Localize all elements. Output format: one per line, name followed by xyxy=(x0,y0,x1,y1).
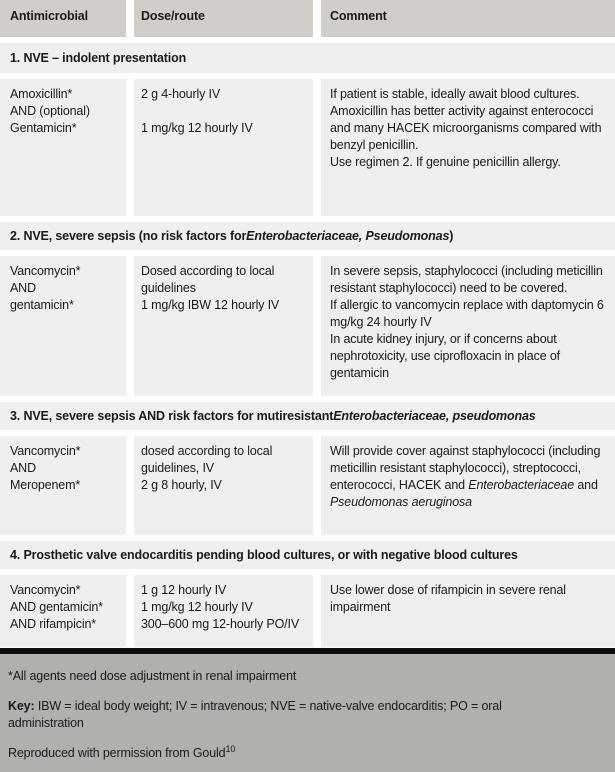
dose-line: 300–600 mg 12-hourly PO/IV xyxy=(141,617,300,631)
section-title-italic: Enterobacteriaceae, pseudomonas xyxy=(333,408,536,423)
dose-cell xyxy=(134,436,313,535)
attribution xyxy=(8,745,568,762)
comment-paragraph xyxy=(330,263,605,297)
table-row-4 xyxy=(0,575,615,647)
comment-italic: Pseudomonas aeruginosa xyxy=(330,495,472,509)
drug-line: Vancomycin* xyxy=(10,583,81,597)
comment-paragraph xyxy=(330,582,605,616)
antimicrobial-cell xyxy=(0,575,126,647)
comment-paragraph xyxy=(330,86,605,103)
dose-line: 2 g 8 hourly, IV xyxy=(141,478,222,492)
table-header-row xyxy=(0,0,615,37)
comment-cell xyxy=(321,575,615,647)
drug-line: gentamicin* xyxy=(10,298,74,312)
column-header-comment: Comment xyxy=(321,0,615,37)
footnote-renal: *All agents need dose adjustment in renal impairment xyxy=(8,669,297,683)
dose-cell xyxy=(134,79,313,216)
attribution-text: Reproduced with permission from Gould xyxy=(8,746,226,760)
section-title-italic: Enterobacteriaceae, Pseudomonas xyxy=(246,228,450,243)
drug-line: AND rifampicin* xyxy=(10,617,96,631)
section-title-text: 2. NVE, severe sepsis (no risk factors for xyxy=(10,228,247,243)
drug-line: Meropenem* xyxy=(10,478,81,492)
section-title-text: 3. NVE, severe sepsis AND risk factors for mutiresistant xyxy=(10,408,334,423)
comment-cell xyxy=(321,256,615,396)
dose-line: Dosed according to local guidelines xyxy=(141,264,275,295)
drug-line: AND (optional) xyxy=(10,104,90,118)
comment-paragraph xyxy=(330,154,605,171)
comment-cell xyxy=(321,79,615,216)
section-title-text: ) xyxy=(449,228,454,243)
attribution-reference-superscript: 10 xyxy=(225,743,236,754)
table-footnotes xyxy=(0,654,615,772)
dose-cell xyxy=(134,256,313,396)
section-title-text: 4. Prosthetic valve endocarditis pending blood cultures, or with negative blood cultures xyxy=(10,547,518,562)
column-header-antimicrobial: Antimicrobial xyxy=(0,0,126,37)
comment-text: In severe sepsis, staphylococci (including meticillin resistant staphylococci) need to be covered. xyxy=(330,264,603,295)
key-text: IBW = ideal body weight; IV = intravenous; NVE = native-valve endocarditis; PO = oral administration xyxy=(8,699,502,730)
dose-line: dosed according to local guidelines, IV xyxy=(141,444,273,475)
drug-line: AND xyxy=(10,461,36,475)
table-row-2 xyxy=(0,256,615,396)
antimicrobial-cell xyxy=(0,256,126,396)
antimicrobial-cell xyxy=(0,436,126,535)
section-title-text: 1. NVE – indolent presentation xyxy=(10,50,187,65)
table-row-3 xyxy=(0,436,615,535)
drug-line: Amoxicillin* xyxy=(10,87,73,101)
comment-paragraph xyxy=(330,297,605,331)
dose-line: 1 mg/kg 12 hourly IV xyxy=(141,600,253,614)
dose-line: 1 mg/kg 12 hourly IV xyxy=(141,121,253,135)
drug-line: Vancomycin* xyxy=(10,444,81,458)
dose-line: 2 g 4-hourly IV xyxy=(141,87,221,101)
drug-line: Gentamicin* xyxy=(10,121,77,135)
comment-text: Amoxicillin has better activity against enterococci and many HACEK microorganisms compared with benzyl penicillin. xyxy=(330,104,602,152)
key-label: Key: xyxy=(8,699,35,713)
table-row-1 xyxy=(0,79,615,216)
dose-line: 1 mg/kg IBW 12 hourly IV xyxy=(141,298,280,312)
comment-text: Will provide cover against staphylococci (including meticillin resistant staphylococci), streptococci, enterococci, HACEK and xyxy=(330,444,601,492)
drug-line: AND gentamicin* xyxy=(10,600,103,614)
comment-paragraph xyxy=(330,331,605,382)
column-header-dose-route: Dose/route xyxy=(134,0,313,37)
comment-text: and xyxy=(574,478,598,492)
drug-line: AND xyxy=(10,281,36,295)
section-header-3 xyxy=(0,402,615,430)
comment-text: In acute kidney injury, or if concerns about nephrotoxicity, use ciprofloxacin in place of gentamicin xyxy=(330,332,560,380)
comment-italic: Enterobacteriaceae xyxy=(468,478,575,492)
drug-line: Vancomycin* xyxy=(10,264,81,278)
comment-text: Use regimen 2. If genuine penicillin allergy. xyxy=(330,155,561,169)
section-header-1 xyxy=(0,43,615,73)
comment-text: If patient is stable, ideally await blood cultures. xyxy=(330,87,580,101)
comment-paragraph xyxy=(330,103,605,154)
comment-text: Use lower dose of rifampicin in severe renal impairment xyxy=(330,583,566,614)
section-header-2 xyxy=(0,222,615,250)
dose-line xyxy=(141,103,301,120)
section-header-4 xyxy=(0,541,615,569)
footnote-key xyxy=(8,698,568,732)
comment-cell xyxy=(321,436,615,535)
comment-text: If allergic to vancomycin replace with daptomycin 6 mg/kg 24 hourly IV xyxy=(330,298,604,329)
dose-line: 1 g 12 hourly IV xyxy=(141,583,227,597)
comment-paragraph xyxy=(330,443,605,511)
dose-cell xyxy=(134,575,313,647)
antimicrobial-cell xyxy=(0,79,126,216)
